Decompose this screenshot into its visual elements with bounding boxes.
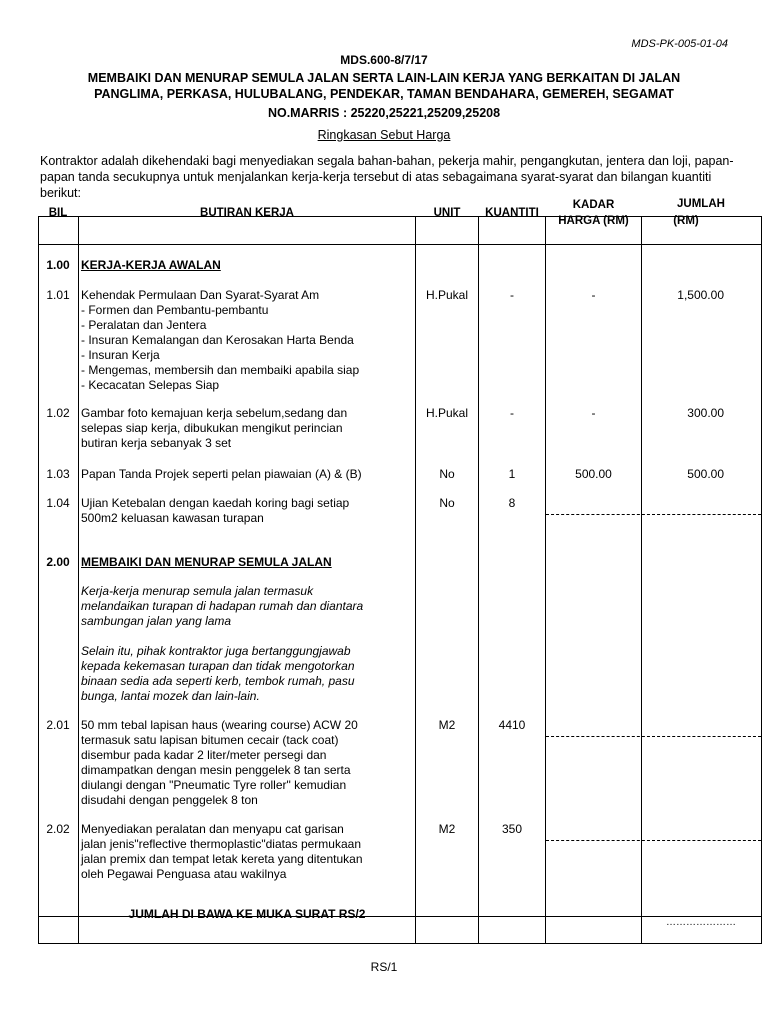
col-border-bil [78, 216, 79, 944]
header-jumlah: JUMLAH [677, 198, 725, 210]
table-bottom-line [38, 943, 762, 944]
item-201-number: 2.01 [46, 718, 70, 732]
item-202-line: Menyediakan peralatan dan menyapu cat garisan [81, 822, 344, 836]
title-line-2: PANGLIMA, PERKASA, HULUBALANG, PENDEKAR, TAMAN BENDAHARA, GEMEREH, SEGAMAT [94, 87, 674, 101]
item-102-number: 1.02 [46, 406, 70, 420]
item-102-description [81, 406, 411, 451]
item-101-rate: - [591, 288, 596, 302]
carry-forward-label: JUMLAH DI BAWA KE MUKA SURAT RS/2 [128, 907, 366, 921]
header-jumlah-rm: (RM) [673, 215, 699, 227]
item-102-unit: H.Pukal [425, 406, 469, 420]
item-101-line: - Formen dan Pembantu-pembantu [81, 303, 269, 317]
item-102-line: selepas siap kerja, dibukukan mengikut perincian [81, 421, 343, 435]
item-103-amount: 500.00 [687, 467, 724, 481]
section-2-number: 2.00 [46, 555, 70, 569]
item-201-line: disembur pada kadar 2 liter/meter persegi dan [81, 748, 327, 762]
note-line: sambungan jalan yang lama [81, 614, 232, 628]
item-201-line: dimampatkan dengan mesin penggelek 8 tan serta [81, 763, 351, 777]
item-201-line: termasuk satu lapisan bitumen cecair (tack coat) [81, 733, 339, 747]
item-104-qty: 8 [508, 496, 516, 510]
dashed-line-104 [546, 514, 761, 515]
item-101-description [81, 288, 411, 393]
header-butiran-kerja: BUTIRAN KERJA [200, 207, 294, 219]
item-101-number: 1.01 [46, 288, 70, 302]
item-103-unit: No [439, 467, 455, 481]
item-101-line: - Insuran Kemalangan dan Kerosakan Harta Benda [81, 333, 354, 347]
note-line: binaan sedia ada seperti kerb, tembok rumah, pasu [81, 674, 355, 688]
item-202-line: jalan premix dan tempat letak kereta yang ditentukan [81, 852, 363, 866]
item-101-line: - Insuran Kerja [81, 348, 160, 362]
section-2-title: MEMBAIKI DAN MENURAP SEMULA JALAN [81, 555, 332, 569]
item-102-amount: 300.00 [687, 406, 724, 420]
item-202-line: oleh Pegawai Penguasa atau wakilnya [81, 867, 287, 881]
item-103-rate: 500.00 [575, 467, 612, 481]
item-103-description [81, 467, 411, 482]
item-104-unit: No [439, 496, 455, 510]
item-101-line: Kehendak Permulaan Dan Syarat-Syarat Am [81, 288, 320, 302]
item-101-line: - Kecacatan Selepas Siap [81, 378, 220, 392]
header-kuantiti: KUANTITI [485, 207, 539, 219]
item-102-line: butiran kerja sebanyak 3 set [81, 436, 232, 450]
item-102-rate: - [591, 406, 596, 420]
item-101-unit: H.Pukal [425, 288, 469, 302]
item-104-description [81, 496, 411, 526]
item-104-line: Ujian Ketebalan dengan kaedah koring bagi setiap [81, 496, 350, 510]
item-201-description [81, 718, 411, 808]
section-1-title: KERJA-KERJA AWALAN [81, 258, 221, 272]
item-102-qty: - [510, 406, 514, 420]
item-101-amount: 1,500.00 [677, 288, 724, 302]
section-2-note-1 [81, 584, 411, 629]
item-102-line: Gambar foto kemajuan kerja sebelum,sedang dan [81, 406, 348, 420]
header-bil: BIL [48, 207, 68, 219]
item-104-line: 500m2 keluasan kawasan turapan [81, 511, 264, 525]
item-101-line: - Mengemas, membersih dan membaiki apabila siap [81, 363, 360, 377]
col-border-kuantiti [545, 216, 546, 944]
item-202-number: 2.02 [46, 822, 70, 836]
item-104-number: 1.04 [46, 496, 70, 510]
dashed-line-202 [546, 840, 761, 841]
header-kadar: KADAR [572, 199, 615, 211]
note-line: bunga, lantai mozek dan lain-lain. [81, 689, 260, 703]
item-103-line: Papan Tanda Projek seperti pelan piawaian (A) & (B) [81, 467, 362, 481]
item-202-line: jalan jenis"reflective thermoplastic"diatas permukaan [81, 837, 361, 851]
item-101-line: - Peralatan dan Jentera [81, 318, 207, 332]
header-bottom-line [38, 244, 762, 245]
col-border-right [761, 216, 762, 944]
page-number: RS/1 [370, 960, 398, 974]
col-border-kadar [641, 216, 642, 944]
note-line: kepada kekemasan turapan dan tidak mengotorkan [81, 659, 355, 673]
item-201-unit: M2 [438, 718, 456, 732]
document-subtitle: Ringkasan Sebut Harga [317, 128, 451, 142]
note-line: Kerja-kerja menurap semula jalan termasuk [81, 584, 314, 598]
item-201-line: disudahi dengan penggelek 8 ton [81, 793, 258, 807]
section-1-number: 1.00 [46, 258, 70, 272]
item-202-description [81, 822, 411, 882]
item-201-line: 50 mm tebal lapisan haus (wearing course) ACW 20 [81, 718, 358, 732]
carry-forward-dots: ………………… [666, 917, 736, 928]
item-201-qty: 4410 [498, 718, 526, 732]
title-line-1: MEMBAIKI DAN MENURAP SEMULA JALAN SERTA LAIN-LAIN KERJA YANG BERKAITAN DI JALAN [87, 71, 681, 85]
col-border-left [38, 216, 39, 944]
dashed-line-201 [546, 736, 761, 737]
contract-number: MDS.600-8/7/17 [340, 53, 428, 67]
note-line: melandaikan turapan di hadapan rumah dan diantara [81, 599, 364, 613]
section-2-note-2 [81, 644, 411, 704]
header-harga: HARGA (RM) [558, 215, 629, 227]
item-202-unit: M2 [438, 822, 456, 836]
header-unit: UNIT [433, 207, 461, 219]
note-line: Selain itu, pihak kontraktor juga bertanggungjawab [81, 644, 351, 658]
item-103-qty: 1 [508, 467, 516, 481]
item-101-qty: - [510, 288, 514, 302]
marris-number: NO.MARRIS : 25220,25221,25209,25208 [267, 106, 501, 120]
intro-paragraph: Kontraktor adalah dikehendaki bagi menyediakan segala bahan-bahan, pekerja mahir, pengangkutan, jentera dan loji, papan-papan tanda secukupnya untuk menjalankan kerja-kerja tersebut di atas sebagaimana syarat-syarat dan bilangan kuantiti berikut: [40, 154, 734, 200]
item-103-number: 1.03 [46, 467, 70, 481]
item-201-line: diulangi dengan "Pneumatic Tyre roller" kemudian [81, 778, 347, 792]
item-202-qty: 350 [501, 822, 523, 836]
document-reference: MDS-PK-005-01-04 [631, 38, 728, 50]
